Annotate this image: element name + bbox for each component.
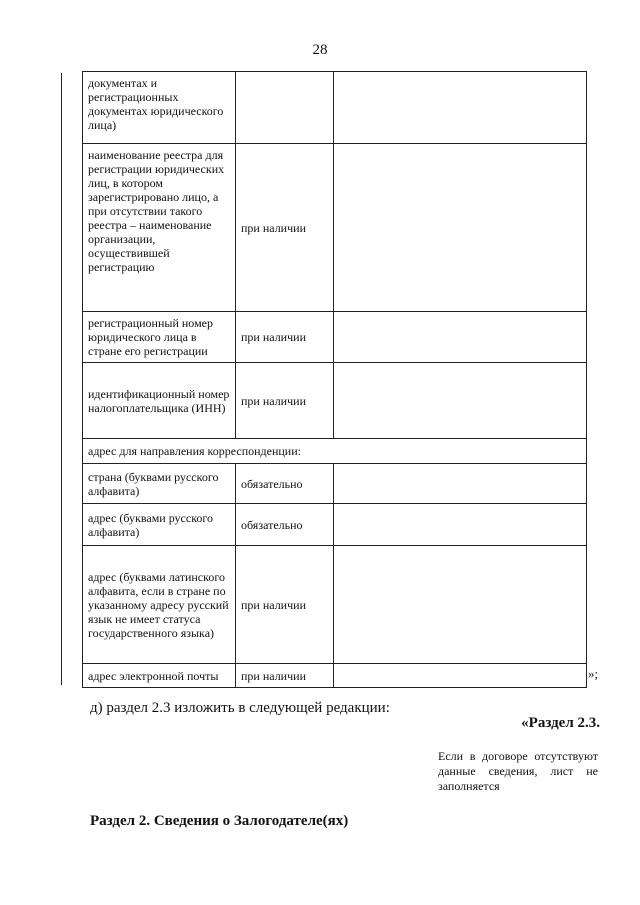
value-cell xyxy=(334,144,587,312)
section-note: Если в договоре отсутствуют данные сведения, лист не заполняется xyxy=(438,749,598,793)
requirement-cell: обязательно xyxy=(236,504,334,546)
value-cell xyxy=(334,72,587,144)
requirement-cell: при наличии xyxy=(236,144,334,312)
address-section-header: адрес для направления корреспонденции: xyxy=(83,439,587,464)
field-label: адрес электронной почты xyxy=(83,664,236,688)
table-row xyxy=(83,312,587,363)
requirement-cell xyxy=(236,72,334,144)
field-label: страна (буквами русского алфавита) xyxy=(83,464,236,504)
table-row xyxy=(83,504,587,546)
value-cell xyxy=(334,664,587,688)
closing-quote: »; xyxy=(588,666,599,681)
requirement-cell: обязательно xyxy=(236,464,334,504)
value-cell xyxy=(334,363,587,439)
requirement-cell: при наличии xyxy=(236,546,334,664)
field-label: идентификационный номер налогоплательщика (ИНН) xyxy=(83,363,236,439)
table-row xyxy=(83,664,587,688)
table-row xyxy=(83,439,587,464)
section-label: «Раздел 2.3. xyxy=(521,715,600,731)
field-label: наименование реестра для регистрации юридических лиц, в котором зарегистрировано лицо, а при отсутствии такого реестра – наименование организации, осуществившей регистрацию xyxy=(83,144,236,312)
value-cell xyxy=(334,464,587,504)
field-label: адрес (буквами латинского алфавита, если в стране по указанному адресу русский язык не имеет статуса государственного языка) xyxy=(83,546,236,664)
field-label: документах и регистрационных документах юридического лица) xyxy=(83,72,236,144)
requirement-cell: при наличии xyxy=(236,664,334,688)
pledgor-form-table xyxy=(82,71,587,688)
table-row xyxy=(83,72,587,144)
table-left-border xyxy=(61,73,62,685)
section-title: Раздел 2. Сведения о Залогодателе(ях) xyxy=(90,813,349,829)
page-number: 28 xyxy=(312,42,328,58)
requirement-cell: при наличии xyxy=(236,312,334,363)
value-cell xyxy=(334,504,587,546)
amendment-instruction: д) раздел 2.3 изложить в следующей редакции: xyxy=(90,700,390,716)
field-label: регистрационный номер юридического лица в стране его регистрации xyxy=(83,312,236,363)
value-cell xyxy=(334,546,587,664)
table-row xyxy=(83,546,587,664)
table-row xyxy=(83,464,587,504)
requirement-cell: при наличии xyxy=(236,363,334,439)
value-cell xyxy=(334,312,587,363)
table-row xyxy=(83,363,587,439)
table-row xyxy=(83,144,587,312)
field-label: адрес (буквами русского алфавита) xyxy=(83,504,236,546)
